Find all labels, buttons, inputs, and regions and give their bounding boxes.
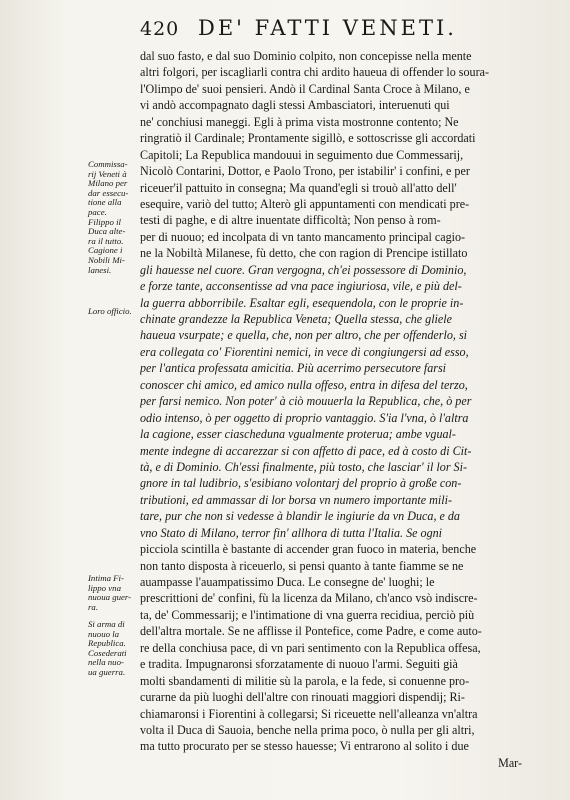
sidenote-line: pace.: [88, 206, 107, 217]
text-line: testi di paghe, e di altre inuentate difficoltà; Non penso à rom-: [140, 213, 441, 228]
text-line: tributioni, ed ammassar di lor borsa vn numero importante mili-: [140, 492, 452, 507]
sidenote-line: Commissa-: [88, 159, 128, 169]
text-line: tare, pur che non si vedesse à blandir le ingiurie da vn Duca, e da: [140, 509, 460, 524]
text-line: conoscer chi amico, ed amico nulla offeso, entra in difesa del terzo,: [140, 377, 468, 392]
text-line: ne la Nobiltà Milanese, fù detto, che con ragion di Prencipe istillato: [140, 246, 468, 261]
text-line: gnore in tal ludibrio, s'esibiano volontarj del proprio à große con-: [140, 476, 462, 491]
text-line: ringratiò il Cardinale; Prontamente sigillò, e sottoscrisse gli accordati: [140, 131, 476, 146]
sidenote-line: Milano per: [88, 178, 128, 189]
sidenote-line: Filippo il: [88, 216, 121, 227]
page-header: [140, 14, 540, 44]
sidenote-line: ua guerra.: [88, 666, 126, 677]
text-line: ta, de' Commessarij; e l'intimatione di vna guerra recidiua, perciò più: [140, 607, 475, 622]
text-line: la cagione, esser ciascheduna vgualmente proterua; ambe vgual-: [140, 427, 456, 442]
sidenote-line: Si arma di: [88, 619, 125, 629]
text-line: esequire, variò del tutto; Alterò gli appuntamenti con mendicati pre-: [140, 196, 470, 211]
text-line: gli hauesse nel cuore. Gran vergogna, ch'ei possessore di Dominio,: [140, 262, 467, 277]
text-line: odio intenso, ò per oggetto di proprio vantaggio. S'ia l'vna, ò l'altra: [140, 410, 469, 425]
sidenote-line: lanesi.: [88, 264, 112, 275]
main-text-column: [140, 48, 528, 771]
text-line: non tanto disposta à riceuerlo, si pensi quanto à tante fiamme se ne: [140, 558, 464, 573]
text-line: re della conchiusa pace, di vn pari sentimento con la Republica offesa,: [140, 640, 481, 655]
text-line: curarne da più luoghi dell'altre con rinouati maggiori dispendij; Ri-: [140, 690, 465, 705]
sidenote-line: Duca alte-: [88, 226, 126, 237]
text-line: chinate grandezze la Republica Veneta; Quella stessa, che gliele: [140, 312, 453, 326]
text-line: vno Stato di Milano, terror fin' allhora di tutta l'Italia. Se ogni: [140, 525, 443, 540]
sidenote-line: Cagione i: [88, 245, 123, 256]
text-line: mente indegne di accarezzar si con affetto di pace, ed à costo di Cit-: [140, 443, 472, 458]
catchword: Mar-: [498, 755, 522, 770]
text-line: vi andò accompagnato dagli stessi Ambasciatori, interuenuti qui: [140, 98, 450, 113]
text-line: volta il Duca di Sauoia, benche nella prima poco, ò nulla per gli altri,: [140, 722, 475, 737]
text-line: e tradita. Impugnaronsi sforzatamente di nuouo l'armi. Seguiti già: [140, 657, 458, 672]
text-line: per l'antica professata amicitia. Più acerrimo persecutore farsi: [140, 361, 447, 376]
text-line: era collegata co' Fiorentini nemici, in vece di congiungersi ad esso,: [140, 344, 469, 359]
sidenote-line: ra il tutto.: [88, 235, 124, 246]
page-number: 420: [140, 18, 180, 40]
sidenote-line: nella nuo-: [88, 657, 124, 668]
text-line: picciola scintilla è bastante di accender gran fuoco in materia, benche: [140, 542, 477, 557]
sidenote-line: Nobili Mi-: [88, 254, 125, 265]
text-line: riceuer'il pattuito in consegna; Ma quand'egli si trouò all'atto dell': [140, 180, 457, 195]
text-line: ma tutto procurato per se stesso hauesse; Vi entrarono al solito i due: [140, 739, 469, 754]
sidenote-line: Republica.: [88, 638, 126, 649]
text-line: Nicolò Contarini, Dottor, e Paolo Trono, per istabilir' i confini, e per: [140, 164, 470, 179]
text-line: altri folgori, per iscagliarli contra chi ardito haueua di offender lo soura-: [140, 65, 490, 80]
text-line: dal suo fasto, e dal suo Dominio colpito, non concepisse nella mente: [140, 49, 472, 63]
running-title: DE' FATTI VENETI.: [198, 16, 457, 40]
sidenote-line: tione alla: [88, 197, 122, 208]
text-line: per farsi nemico. Non poter' à ciò mouuerla la Republica, che, ò per: [140, 394, 472, 409]
text-line: haueua vsurpate; e quella, che, non per altro, che per offenderlo, si: [140, 328, 468, 343]
text-line: ne' conchiusi maneggi. Egli à prima vista mostronne contento; Ne: [140, 114, 459, 129]
sidenote-line: nuoua guer-: [88, 592, 132, 603]
sidenote-commissarij: [88, 160, 142, 275]
text-line: prescrittioni de' confini, fù la licenza da Milano, ch'anco vsò indiscre-: [140, 591, 478, 606]
sidenote-loro-officio: [88, 307, 142, 317]
sidenote-line: Intima Fi-: [88, 573, 124, 583]
sidenote-line: lippo vna: [88, 582, 121, 593]
text-line: molti sbandamenti di militie sù la parola, e la fede, si conuenne pro-: [140, 673, 470, 688]
text-line: auampasse l'auampatissimo Duca. Le consegne de' luoghi; le: [140, 575, 435, 589]
sidenote-line: Cosederati: [88, 647, 127, 658]
sidenote-si-arma: [88, 620, 142, 678]
sidenote-line: dar essecu-: [88, 187, 129, 198]
sidenote-line: ra.: [88, 601, 99, 612]
text-line: per di nuouo; ed incolpata di vn tanto mancamento principal cagio-: [140, 229, 466, 244]
text-line: dell'altra mortale. Se ne afflisse il Pontefice, come Padre, e come auto-: [140, 624, 482, 639]
text-line: chiamaronsi i Fiorentini à collegarsi; Si riceuette nell'alleanza vn'altra: [140, 706, 478, 721]
sidenote-intima-guerra: [88, 574, 142, 612]
sidenote-line: Loro officio.: [88, 306, 132, 316]
text-line: la guerra abborribile. Esaltar egli, esequendola, con le proprie in-: [140, 295, 464, 310]
text-line: tà, e di Dominio. Ch'essi finalmente, più tosto, che lasciar' il lor Si-: [140, 459, 467, 474]
text-line: l'Olimpo de' suoi pensieri. Andò il Cardinal Santa Croce à Milano, e: [140, 81, 470, 96]
sidenote-line: nuouo la: [88, 628, 120, 639]
text-line: Capitoli; La Republica mandouui in seguimento due Commessarij,: [140, 147, 464, 162]
sidenote-line: rij Veneti à: [88, 168, 127, 179]
text-line: e forze tante, acconsentisse ad vna pace ingiuriosa, vile, e più del-: [140, 279, 462, 294]
